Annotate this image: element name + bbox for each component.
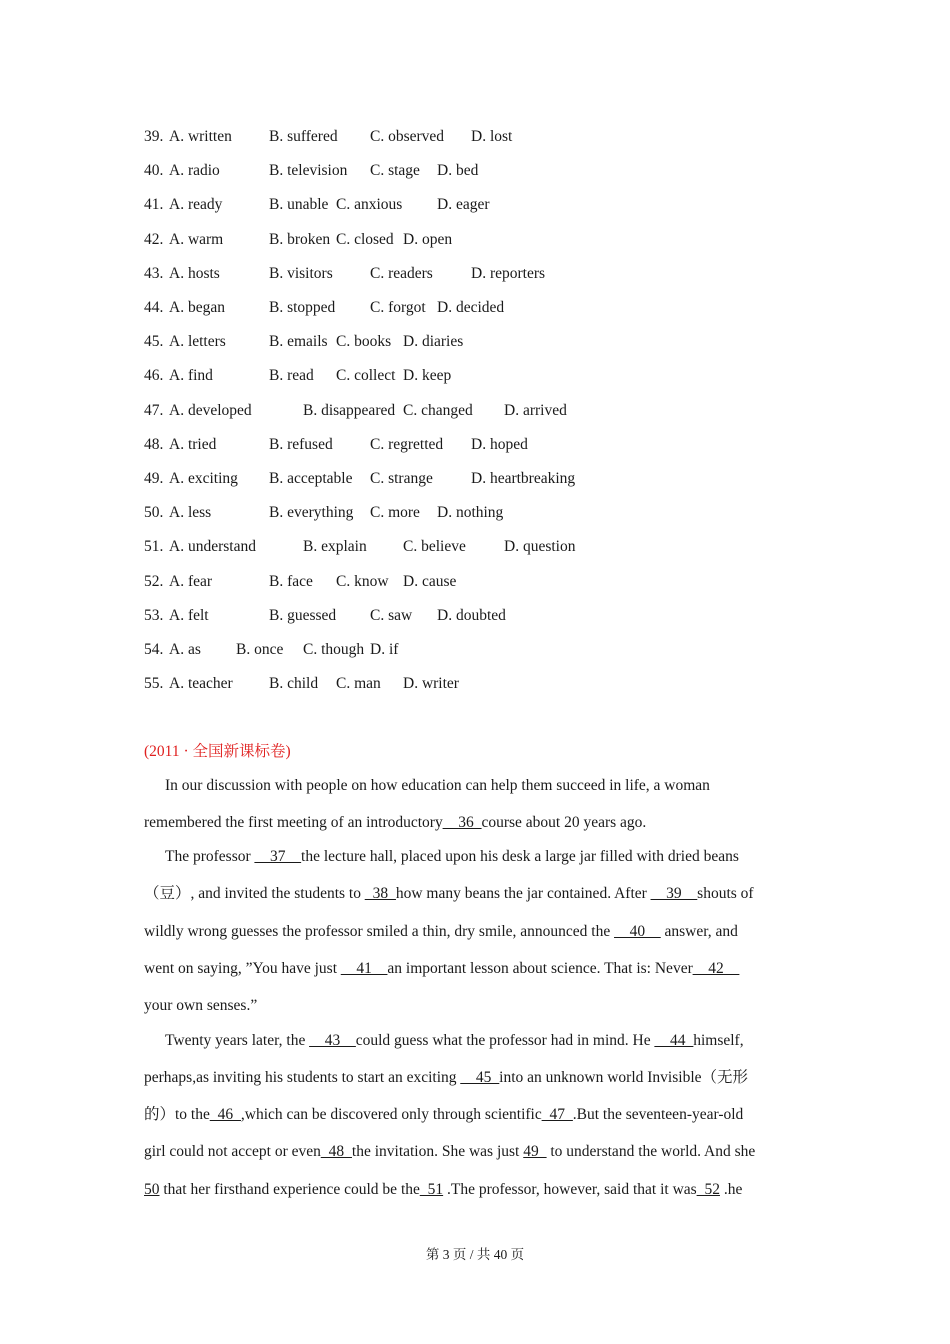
question-number: 42. (144, 230, 164, 248)
blank: __45_ (460, 1069, 500, 1086)
passage-line: 的）to the_46_,which can be discovered only through scientific_47_.But the seventeen-year-old (144, 1106, 744, 1123)
question-number: 52. (144, 572, 164, 590)
question-number: 45. (144, 333, 164, 351)
option-b: B. disappeared (303, 401, 396, 419)
page-footer: 第 3 页 / 共 40 页 (425, 1247, 525, 1262)
option-b: B. acceptable (269, 470, 353, 487)
option-b: B. face (269, 572, 313, 590)
option-b: B. guessed (269, 606, 337, 624)
question-number: 41. (144, 196, 164, 214)
option-d: D. writer (403, 675, 459, 693)
option-b: B. visitors (269, 264, 333, 282)
option-d: D. eager (437, 196, 490, 214)
option-c: C. changed (403, 401, 473, 419)
option-c: C. saw (370, 606, 413, 624)
option-c: C. stage (370, 162, 420, 180)
option-b: B. suffered (269, 128, 338, 145)
option-d: D. diaries (403, 333, 464, 351)
option-b: B. broken (269, 230, 331, 248)
option-c: C. books (336, 333, 392, 351)
question-number: 49. (144, 470, 164, 487)
option-a: A. understand (169, 538, 256, 556)
option-c: C. forgot (370, 299, 426, 316)
blank: __39__ (650, 885, 698, 902)
option-d: D. lost (471, 128, 513, 145)
blank: __36_ (442, 814, 482, 831)
option-a: A. written (169, 128, 232, 145)
option-c: C. anxious (336, 196, 403, 214)
option-d: D. if (370, 641, 399, 658)
question-number: 55. (144, 675, 164, 693)
option-c: C. believe (403, 538, 466, 556)
blank: _46_ (209, 1106, 241, 1123)
option-a: A. radio (169, 162, 220, 180)
option-a: A. exciting (169, 470, 238, 487)
option-a: A. hosts (169, 264, 220, 282)
blank: _52 (696, 1181, 720, 1198)
question-number: 39. (144, 128, 164, 145)
option-d: D. keep (403, 367, 452, 385)
passage-line: The professor __37__the lecture hall, placed upon his desk a large jar filled with dried beans (165, 848, 739, 865)
blank: __41__ (340, 960, 388, 977)
blank: __40__ (614, 923, 661, 940)
option-b: B. explain (303, 538, 367, 556)
option-d: D. heartbreaking (471, 470, 576, 487)
option-b: B. read (269, 367, 314, 385)
passage-line: （豆）, and invited the students to _38_how many beans the jar contained. After __39__shouts of (144, 885, 754, 902)
option-a: A. began (169, 299, 225, 316)
option-a: A. letters (169, 333, 226, 351)
option-d: D. bed (437, 162, 479, 180)
option-d: D. decided (437, 299, 505, 316)
question-number: 48. (144, 435, 164, 453)
option-b: B. child (269, 675, 319, 693)
blank: _48_ (320, 1143, 352, 1160)
passage-line: remembered the first meeting of an introductory__36_course about 20 years ago. (144, 814, 647, 831)
question-number: 51. (144, 538, 164, 556)
option-c: C. collect (336, 367, 396, 385)
passage-line: your own senses.” (144, 997, 258, 1014)
option-c: C. man (336, 675, 381, 693)
question-number: 50. (144, 504, 164, 522)
option-d: D. doubted (437, 606, 506, 624)
option-c: C. strange (370, 470, 433, 487)
passage-line: girl could not accept or even_48_the invitation. She was just 49_ to understand the world. And she (144, 1143, 756, 1160)
passage-line: perhaps,as inviting his students to start an exciting __45_into an unknown world Invisible（无形 (144, 1069, 749, 1086)
option-a: A. developed (169, 401, 252, 419)
option-b: B. unable (269, 196, 329, 214)
option-b: B. everything (269, 504, 354, 522)
blank: _38_ (364, 885, 396, 902)
question-number: 54. (144, 641, 164, 658)
passage-line: In our discussion with people on how education can help them succeed in life, a woman (165, 777, 710, 794)
blank: 50 (144, 1181, 160, 1198)
option-a: A. find (169, 367, 213, 385)
option-d: D. arrived (504, 401, 567, 419)
option-a: A. less (169, 504, 212, 522)
question-number: 46. (144, 367, 164, 385)
passage-line: 50 that her firsthand experience could be the_51 .The professor, however, said that it was_52 .he (144, 1181, 743, 1198)
option-b: B. once (236, 641, 284, 658)
question-number: 43. (144, 264, 164, 282)
passage-line: Twenty years later, the __43__could guess what the professor had in mind. He __44_himself, (165, 1032, 744, 1049)
question-number: 44. (144, 299, 164, 316)
option-d: D. reporters (471, 264, 546, 282)
blank: _47_ (541, 1106, 573, 1123)
question-number: 40. (144, 162, 164, 180)
option-d: D. cause (403, 572, 457, 590)
question-number: 47. (144, 401, 164, 419)
option-c: C. readers (370, 264, 433, 282)
option-a: A. tried (169, 435, 217, 453)
option-b: B. refused (269, 435, 333, 453)
blank: __43__ (309, 1032, 356, 1049)
option-d: D. open (403, 230, 453, 248)
blank: 49_ (523, 1143, 547, 1160)
option-a: A. warm (169, 230, 224, 248)
option-c: C. closed (336, 230, 394, 248)
option-b: B. emails (269, 333, 328, 351)
blank: __37__ (254, 848, 302, 865)
option-a: A. as (169, 641, 201, 658)
option-d: D. question (504, 538, 576, 556)
passage-line: wildly wrong guesses the professor smiled a thin, dry smile, announced the __40__ answer, and (144, 923, 738, 940)
option-a: A. teacher (169, 675, 233, 693)
blank: __42__ (692, 960, 740, 977)
option-d: D. nothing (437, 504, 504, 522)
option-c: C. more (370, 504, 420, 522)
blank: _51 (419, 1181, 444, 1198)
option-c: C. though (303, 641, 365, 658)
blank: __44_ (654, 1032, 694, 1049)
option-a: A. fear (169, 572, 213, 590)
option-b: B. television (269, 162, 348, 180)
option-c: C. observed (370, 128, 445, 145)
passage-line: went on saying, ”You have just __41__an important lesson about science. That is: Never__42__ (144, 960, 740, 977)
option-d: D. hoped (471, 435, 528, 453)
option-b: B. stopped (269, 299, 336, 316)
option-a: A. ready (169, 196, 223, 214)
option-a: A. felt (169, 606, 209, 624)
option-c: C. know (336, 572, 389, 590)
question-number: 53. (144, 606, 164, 624)
option-c: C. regretted (370, 435, 444, 453)
section-heading: (2011 · 全国新课标卷) (144, 743, 291, 760)
